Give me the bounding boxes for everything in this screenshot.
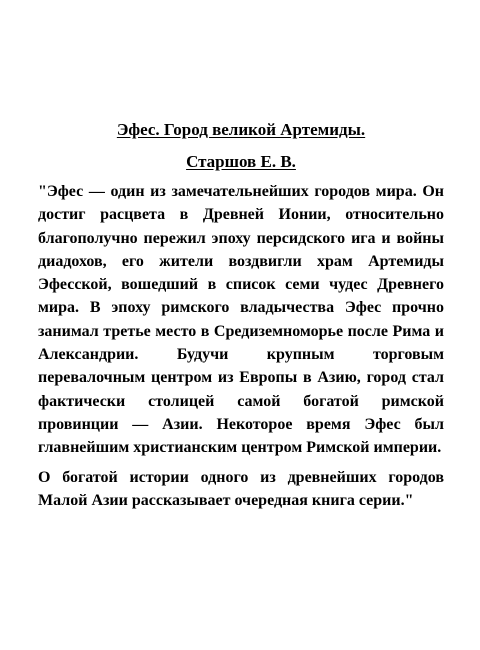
annotation-paragraph-1: "Эфес — один из замечательнейших городов мира. Он достиг расцвета в Древней Ионии, относительно благополучно пережил эпоху персидского ига и войны диадохов, его жители воздвигли храм Артемиды Эфесской, вошедший в список семи чудес Древнего мира. В эпоху римского владычества Эфес прочно занимал третье место в Средиземноморье после Рима и Александрии. Будучи крупным торговым перевалочным центром из Европы в Азию, город стал фактически столицей самой богатой римской провинции — Азии. Некоторое время Эфес был главнейшим христианским центром Римской империи.: [38, 183, 444, 457]
annotation-paragraph-2: О богатой истории одного из древнейших городов Малой Азии рассказывает очередная книга серии.": [38, 468, 444, 509]
book-title: Эфес. Город великой Артемиды.: [116, 120, 366, 139]
book-author: Старшов Е. В.: [186, 152, 296, 171]
book-annotation: [38, 120, 444, 512]
